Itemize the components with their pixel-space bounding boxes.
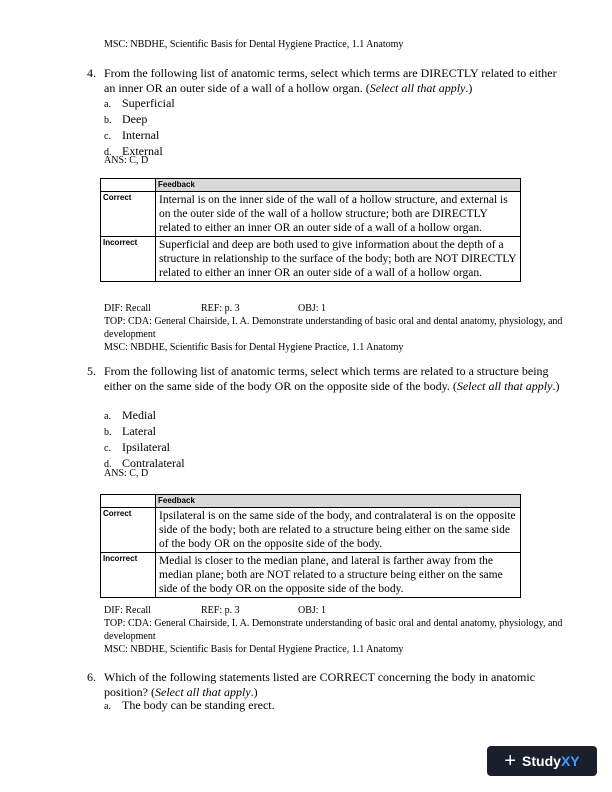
question-4-feedback-table — [100, 178, 521, 282]
choice-letter: a. — [104, 99, 111, 110]
choice-text: Deep — [122, 112, 148, 126]
question-4-text — [104, 66, 574, 96]
choice-text: The body can be standing erect. — [122, 698, 275, 712]
question-5-text — [104, 364, 574, 394]
choice-b — [104, 424, 185, 440]
brand-accent: XY — [560, 753, 580, 769]
question-5-answer: ANS: C, D — [104, 468, 149, 479]
choice-text: Superficial — [122, 96, 175, 110]
difficulty: DIF: Recall — [104, 303, 151, 314]
choice-letter: d. — [104, 147, 112, 158]
choice-letter: a. — [104, 701, 111, 712]
choice-c — [104, 128, 175, 144]
choice-text: Contralateral — [122, 456, 185, 470]
choice-text: Ipsilateral — [122, 440, 170, 454]
question-6-line2-end: .) — [250, 685, 258, 699]
choice-a — [104, 698, 275, 714]
choice-letter: c. — [104, 131, 111, 142]
difficulty: DIF: Recall — [104, 605, 151, 616]
feedback-header: Feedback — [156, 179, 521, 192]
reference: REF: p. 3 — [201, 303, 240, 314]
brand-name — [522, 753, 580, 769]
select-all-note: Select all that apply — [369, 81, 466, 95]
plus-icon: + — [504, 750, 517, 772]
question-4-number: 4. — [87, 66, 96, 80]
question-6-choices — [104, 698, 275, 714]
question-5-line2: either on the same side of the body OR on the opposite side of the body. ( — [104, 379, 457, 393]
correct-feedback: Internal is on the inner side of the wall of a hollow structure, and external is on the outer side of the wall of a hollow structure; both are DIRECTLY related to either an inner OR an outer side of a wall of a hollow organ. — [156, 192, 521, 237]
feedback-header: Feedback — [156, 495, 521, 508]
correct-feedback: Ipsilateral is on the same side of the body, and contralateral is on the opposite side of the body; both are related to a structure being either on the same side of the body OR on the opposite side of the body. — [156, 508, 521, 553]
choice-text: Lateral — [122, 424, 156, 438]
question-5-number: 5. — [87, 364, 96, 378]
question-5-line1: From the following list of anatomic terms, select which terms are related to a structure being — [104, 364, 549, 378]
question-4-line2-end: .) — [465, 81, 473, 95]
question-4-choices — [104, 96, 175, 160]
choice-text: External — [122, 144, 163, 158]
topic: TOP: CDA: General Chairside, I. A. Demonstrate understanding of basic oral and dental anatomy, physiology, and development — [104, 316, 563, 340]
incorrect-label: Incorrect — [101, 553, 156, 598]
msc-line-top: MSC: NBDHE, Scientific Basis for Dental Hygiene Practice, 1.1 Anatomy — [104, 39, 404, 50]
question-5-meta — [104, 604, 564, 656]
question-5-choices — [104, 408, 185, 472]
question-5-feedback-table — [100, 494, 521, 598]
choice-letter: d. — [104, 459, 112, 470]
question-4-line2: an inner OR an outer side of a wall of a hollow organ. ( — [104, 81, 370, 95]
choice-c — [104, 440, 185, 456]
select-all-note: Select all that apply — [155, 685, 251, 699]
objective: OBJ: 1 — [298, 605, 327, 616]
choice-text: Medial — [122, 408, 156, 422]
choice-b — [104, 112, 175, 128]
incorrect-feedback: Superficial and deep are both used to give information about the depth of a structure in relationship to the surface of the body; both are NOT DIRECTLY related to either an inner OR an outer side of a wall of a hollow organ. — [156, 237, 521, 282]
choice-letter: c. — [104, 443, 111, 454]
question-6-line2: position? ( — [104, 685, 155, 699]
question-5-line2-end: .) — [552, 379, 560, 393]
brand-main: Study — [522, 753, 561, 769]
question-4-answer: ANS: C, D — [104, 155, 149, 166]
correct-label: Correct — [101, 508, 156, 553]
reference: REF: p. 3 — [201, 605, 240, 616]
choice-letter: b. — [104, 115, 112, 126]
choice-letter: a. — [104, 411, 111, 422]
choice-a — [104, 408, 185, 424]
incorrect-label: Incorrect — [101, 237, 156, 282]
msc-line: MSC: NBDHE, Scientific Basis for Dental Hygiene Practice, 1.1 Anatomy — [104, 644, 404, 655]
question-4-line1: From the following list of anatomic terms, select which terms are DIRECTLY related to either — [104, 66, 557, 80]
question-4-meta — [104, 302, 564, 354]
question-6-number: 6. — [87, 670, 96, 684]
question-6-text — [104, 670, 574, 700]
select-all-note: Select all that apply — [456, 379, 553, 393]
choice-a — [104, 96, 175, 112]
choice-text: Internal — [122, 128, 160, 142]
incorrect-feedback: Medial is closer to the median plane, and lateral is farther away from the median plane; both are NOT related to a structure being either on the same side of the body OR on the opposite side of the body. — [156, 553, 521, 598]
objective: OBJ: 1 — [298, 303, 327, 314]
choice-letter: b. — [104, 427, 112, 438]
question-6-line1: Which of the following statements listed are CORRECT concerning the body in anatomic — [104, 670, 536, 684]
topic: TOP: CDA: General Chairside, I. A. Demonstrate understanding of basic oral and dental anatomy, physiology, and development — [104, 618, 563, 642]
correct-label: Correct — [101, 192, 156, 237]
studyxy-badge[interactable] — [487, 746, 597, 776]
msc-line: MSC: NBDHE, Scientific Basis for Dental Hygiene Practice, 1.1 Anatomy — [104, 342, 404, 353]
